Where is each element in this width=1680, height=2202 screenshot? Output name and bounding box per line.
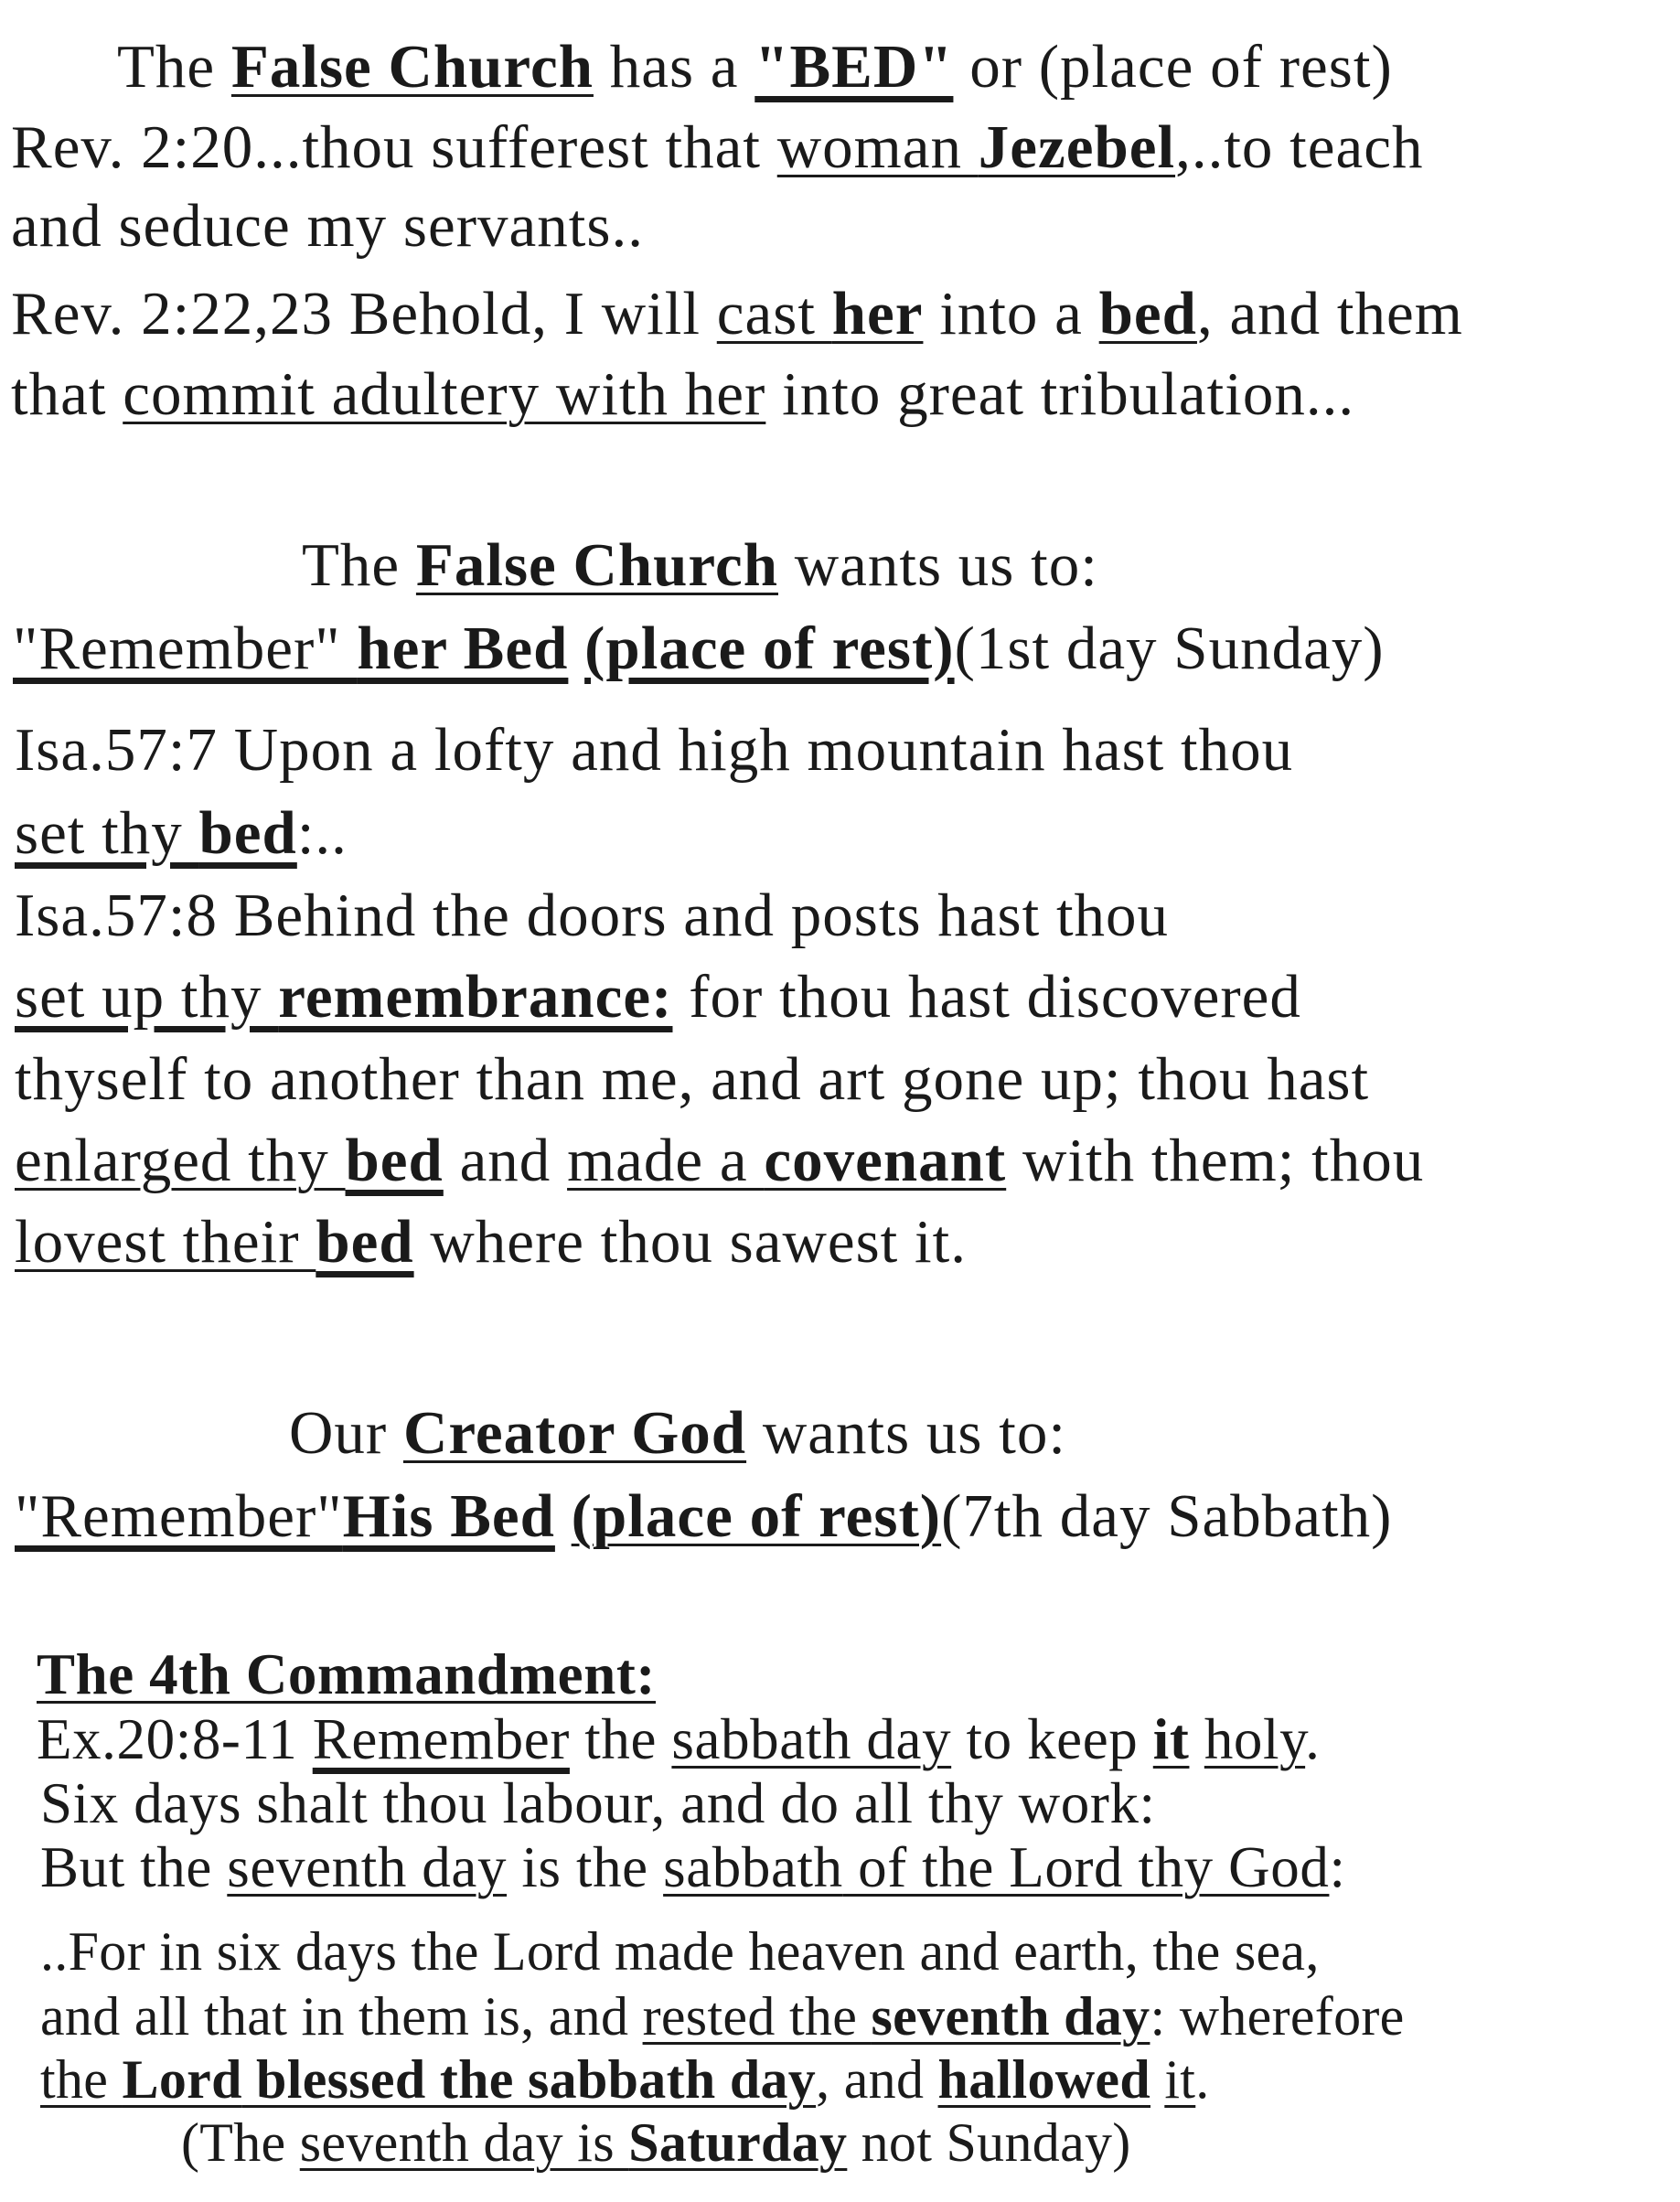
cast-text: cast — [716, 280, 832, 347]
first-day-sunday-text: (1st day Sunday) — [954, 615, 1385, 682]
rev-2-20-line2 — [11, 192, 644, 260]
rev-2-22-line1 — [11, 280, 1463, 347]
remember-text: "Remember" — [13, 615, 358, 682]
text: ,..to teach — [1175, 113, 1424, 181]
isa-57-8-line2 — [15, 963, 1301, 1031]
exodus-line5 — [40, 1986, 1405, 2047]
sabbath-day-text: sabbath day — [671, 1707, 952, 1771]
fourth-commandment-heading: The 4th Commandment: — [37, 1642, 657, 1706]
woman-text: woman — [776, 113, 979, 181]
remembrance-text: remembrance: — [278, 963, 673, 1031]
jezebel-text: Jezebel — [978, 113, 1176, 181]
his-bed-text: His Bed — [342, 1482, 555, 1550]
remember-her-bed-line — [13, 615, 1385, 682]
exodus-line1 — [37, 1707, 1321, 1771]
commit-adultery-text: commit adultery with her — [123, 360, 766, 428]
bed-text: bed — [345, 1127, 444, 1194]
text: Our — [289, 1399, 403, 1467]
text: and — [443, 1127, 568, 1194]
text: : wherefore — [1150, 1986, 1405, 2047]
text: : — [1329, 1835, 1346, 1899]
remember-text: "Remember" — [15, 1482, 343, 1550]
text: the — [569, 1707, 672, 1771]
text — [568, 615, 584, 682]
exodus-line7 — [181, 2112, 1131, 2173]
isa-57-8-line5 — [15, 1208, 967, 1276]
place-of-rest-text: (place of rest) — [571, 1482, 942, 1550]
text: . — [1195, 2049, 1210, 2110]
exodus-line3 — [40, 1835, 1346, 1899]
remember-his-bed-line — [15, 1482, 1393, 1550]
her-bed-text: her Bed — [357, 615, 569, 682]
creator-god-label: Creator God — [402, 1399, 747, 1467]
the-text: the — [40, 2049, 123, 2110]
seventh-day-is-text: seventh day is — [299, 2112, 629, 2173]
blessed-the-text: blessed the — [241, 2049, 528, 2110]
text: for thou hast discovered — [672, 963, 1301, 1031]
enlarged-thy-text: enlarged thy — [15, 1127, 346, 1194]
hallowed-text: hallowed — [937, 2049, 1150, 2110]
text: . — [1305, 1707, 1321, 1771]
bed-text: bed — [316, 1208, 414, 1276]
bed-label: "BED" — [754, 33, 954, 101]
isa-57-7-line1 — [15, 716, 1294, 784]
her-text: her — [831, 280, 924, 347]
text: and seduce my servants.. — [11, 192, 644, 260]
exodus-line6 — [40, 2049, 1210, 2110]
sabbath-day-text: sabbath day — [528, 2049, 817, 2110]
text: The — [302, 531, 416, 599]
text: or (place of rest) — [953, 33, 1393, 101]
set-thy-text: set thy — [15, 799, 199, 867]
set-up-thy-text: set up thy — [15, 963, 279, 1031]
made-a-text: made a — [567, 1127, 765, 1194]
text: The — [117, 33, 231, 101]
text: Isa.57:8 Behind the doors and posts hast thou — [15, 882, 1170, 949]
isa-57-8-line4 — [15, 1127, 1425, 1194]
text: Ex.20:8-11 — [37, 1707, 313, 1771]
text: into a — [923, 280, 1099, 347]
text: Rev. 2:20...thou sufferest that — [11, 113, 777, 181]
text: and all that in them is, and — [40, 1986, 643, 2047]
section2-title — [302, 531, 1098, 599]
place-of-rest-text: (place of rest) — [584, 615, 955, 682]
bed-text: bed — [198, 799, 297, 867]
text: (The — [181, 2112, 300, 2173]
seventh-day-text: seventh day — [227, 1835, 508, 1899]
isa-57-8-line1 — [15, 882, 1170, 949]
seventh-day-sabbath-text: (7th day Sabbath) — [941, 1482, 1393, 1550]
of-the-lord-thy-god-text: of the Lord thy God — [842, 1835, 1330, 1899]
remember-text: Remember — [312, 1707, 570, 1771]
text — [1150, 2049, 1164, 2110]
saturday-text: Saturday — [628, 2112, 848, 2173]
text: , and them — [1196, 280, 1463, 347]
false-church-label: False Church — [415, 531, 778, 599]
text: thyself to another than me, and art gone up; thou hast — [15, 1045, 1370, 1113]
text: into great tribulation... — [765, 360, 1355, 428]
text: , and — [816, 2049, 938, 2110]
commandment-heading — [37, 1642, 657, 1706]
text: :.. — [296, 799, 348, 867]
exodus-line2 — [40, 1771, 1156, 1835]
text: Six days shalt thou labour, and do all thy work: — [40, 1771, 1156, 1835]
bed-text: bed — [1098, 280, 1197, 347]
text: But the — [40, 1835, 228, 1899]
text: wants us to: — [777, 531, 1098, 599]
isa-57-7-line2 — [15, 799, 348, 867]
exodus-line4 — [40, 1921, 1320, 1982]
text: not Sunday) — [847, 2112, 1131, 2173]
text — [555, 1482, 572, 1550]
text: Isa.57:7 Upon a lofty and high mountain hast thou — [15, 716, 1294, 784]
text: is the — [507, 1835, 664, 1899]
rev-2-20-line1 — [11, 113, 1424, 181]
rested-the-text: rested the — [642, 1986, 872, 2047]
it-text: it — [1164, 2049, 1196, 2110]
lord-text: Lord — [122, 2049, 242, 2110]
it-text: it — [1152, 1707, 1190, 1771]
text: has a — [593, 33, 755, 101]
text: where thou sawest it. — [413, 1208, 967, 1276]
seventh-day-text: seventh day — [871, 1986, 1150, 2047]
rev-2-22-line2 — [11, 360, 1355, 428]
holy-text: holy — [1204, 1707, 1306, 1771]
sabbath-text: sabbath — [663, 1835, 843, 1899]
text: Rev. 2:22,23 Behold, I will — [11, 280, 717, 347]
isa-57-8-line3 — [15, 1045, 1370, 1113]
text: to keep — [951, 1707, 1153, 1771]
section3-title — [289, 1399, 1066, 1467]
lovest-their-text: lovest their — [15, 1208, 316, 1276]
false-church-label: False Church — [230, 33, 594, 101]
text: ..For in six days the Lord made heaven and earth, the sea, — [40, 1921, 1320, 1982]
text — [1189, 1707, 1204, 1771]
text: wants us to: — [746, 1399, 1066, 1467]
section1-title — [117, 33, 1393, 101]
text: with them; thou — [1006, 1127, 1425, 1194]
text: that — [11, 360, 123, 428]
covenant-text: covenant — [764, 1127, 1007, 1194]
